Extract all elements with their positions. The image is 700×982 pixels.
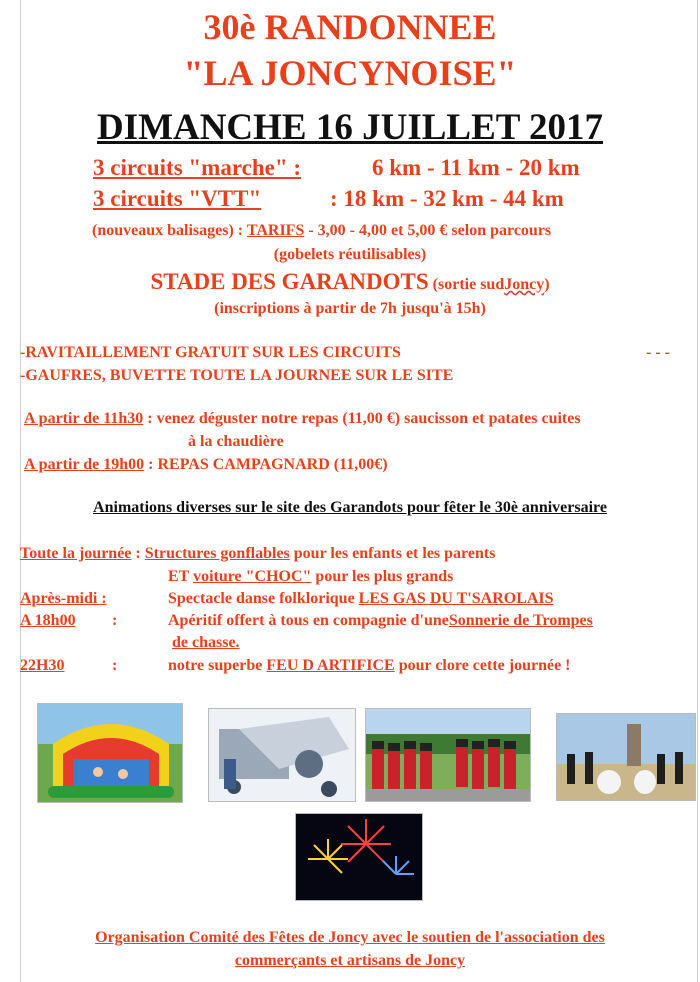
tarifs-prefix: (nouveaux balisages) : xyxy=(92,222,244,239)
photo-fireworks xyxy=(295,813,423,901)
schedule-18h-chasse: de chasse. xyxy=(172,634,240,651)
schedule-18h-label: A 18h00 xyxy=(20,612,76,629)
schedule-22h-sep: : xyxy=(112,657,118,674)
event-date: DIMANCHE 16 JUILLET 2017 xyxy=(96,107,604,148)
tarifs-note: (gobelets réutilisables) xyxy=(273,246,427,263)
meal-dinner-text: : REPAS CAMPAGNARD (11,00€) xyxy=(148,456,388,473)
tarifs-line xyxy=(92,222,551,240)
title-edition: 30è RANDONNEE xyxy=(203,7,497,47)
service-gaufres: -GAUFRES, BUVETTE TOUTE LA JOURNEE SUR LE SITE xyxy=(20,367,454,384)
meal-dinner-time: A partir de 19h00 xyxy=(24,456,145,473)
schedule-allday-et: ET xyxy=(168,568,190,585)
venue-detail-town: Joncy xyxy=(504,276,545,293)
meal-dinner xyxy=(24,456,388,474)
schedule-apm-label: Après-midi : xyxy=(20,590,107,607)
schedule-22h-text: notre superbe xyxy=(168,657,263,674)
inscriptions: (inscriptions à partir de 7h jusqu'à 15h) xyxy=(214,300,486,317)
schedule-18h-line2 xyxy=(172,634,240,652)
schedule-apm-text: Spectacle danse folklorique xyxy=(168,590,355,607)
schedule-allday-label: Toute la journée xyxy=(20,545,132,562)
schedule-22h xyxy=(168,657,571,675)
schedule-18h-sep: : xyxy=(112,612,118,629)
venue-line xyxy=(0,269,700,295)
circuit-vtt-values: : 18 km - 32 km - 44 km xyxy=(330,186,564,211)
schedule-allday-structures: Structures gonflables xyxy=(144,545,290,562)
photo-bouncy-castle xyxy=(37,703,183,803)
service-dashes: - - - xyxy=(646,344,670,361)
schedule-18h xyxy=(168,612,593,630)
schedule-allday-voiture: voiture "CHOC" xyxy=(193,568,312,585)
schedule-allday-text3: pour les plus grands xyxy=(315,568,454,585)
schedule-allday-text1: pour les enfants et les parents xyxy=(293,545,496,562)
footer-line2: commerçants et artisans de Joncy xyxy=(234,952,466,969)
service-ravitaillement: -RAVITAILLEMENT GRATUIT SUR LES CIRCUITS xyxy=(20,344,401,361)
photo-folk-dance xyxy=(556,713,696,801)
schedule-22h-text2: pour clore cette journée ! xyxy=(398,657,571,674)
schedule-22h-feu: FEU D ARTIFICE xyxy=(266,657,395,674)
title-name: "LA JONCYNOISE" xyxy=(183,53,517,93)
schedule-allday xyxy=(20,545,495,563)
schedule-apm xyxy=(168,590,554,608)
schedule-18h-text: Apéritif offert à tous en compagnie d'une xyxy=(168,612,449,629)
photo-bumper-car xyxy=(208,708,356,802)
circuit-vtt-label: 3 circuits "VTT" xyxy=(93,186,262,211)
photo-trompes-band xyxy=(365,708,531,802)
venue-name: STADE DES GARANDOTS xyxy=(150,269,429,294)
footer-line1: Organisation Comité des Fêtes de Joncy avec le soutien de l'association des xyxy=(95,929,605,946)
schedule-22h-label: 22H30 xyxy=(20,657,65,674)
tarifs-label: TARIFS xyxy=(246,222,305,239)
meal-lunch-time: A partir de 11h30 xyxy=(24,410,144,427)
schedule-18h-trompes: Sonnerie de Trompes xyxy=(448,612,593,629)
circuit-marche-values: 6 km - 11 km - 20 km xyxy=(372,155,580,180)
schedule-allday-sep: : xyxy=(135,545,141,562)
circuit-marche-label: 3 circuits "marche" : xyxy=(93,155,301,180)
meal-lunch-text2: à la chaudière xyxy=(188,433,284,450)
schedule-allday-line2 xyxy=(168,568,453,586)
meal-lunch-text: : venez déguster notre repas (11,00 €) saucisson et patates cuites xyxy=(147,410,581,427)
schedule-apm-group: LES GAS DU T'SAROLAIS xyxy=(358,590,554,607)
tarifs-text: - 3,00 - 4,00 et 5,00 € selon parcours xyxy=(308,222,552,239)
animations-title: Animations diverses sur le site des Garandots pour fêter le 30è anniversaire xyxy=(93,499,607,516)
venue-detail-suffix: ) xyxy=(544,276,550,293)
meal-lunch xyxy=(24,410,581,428)
venue-detail-prefix: (sortie sud xyxy=(432,276,505,293)
